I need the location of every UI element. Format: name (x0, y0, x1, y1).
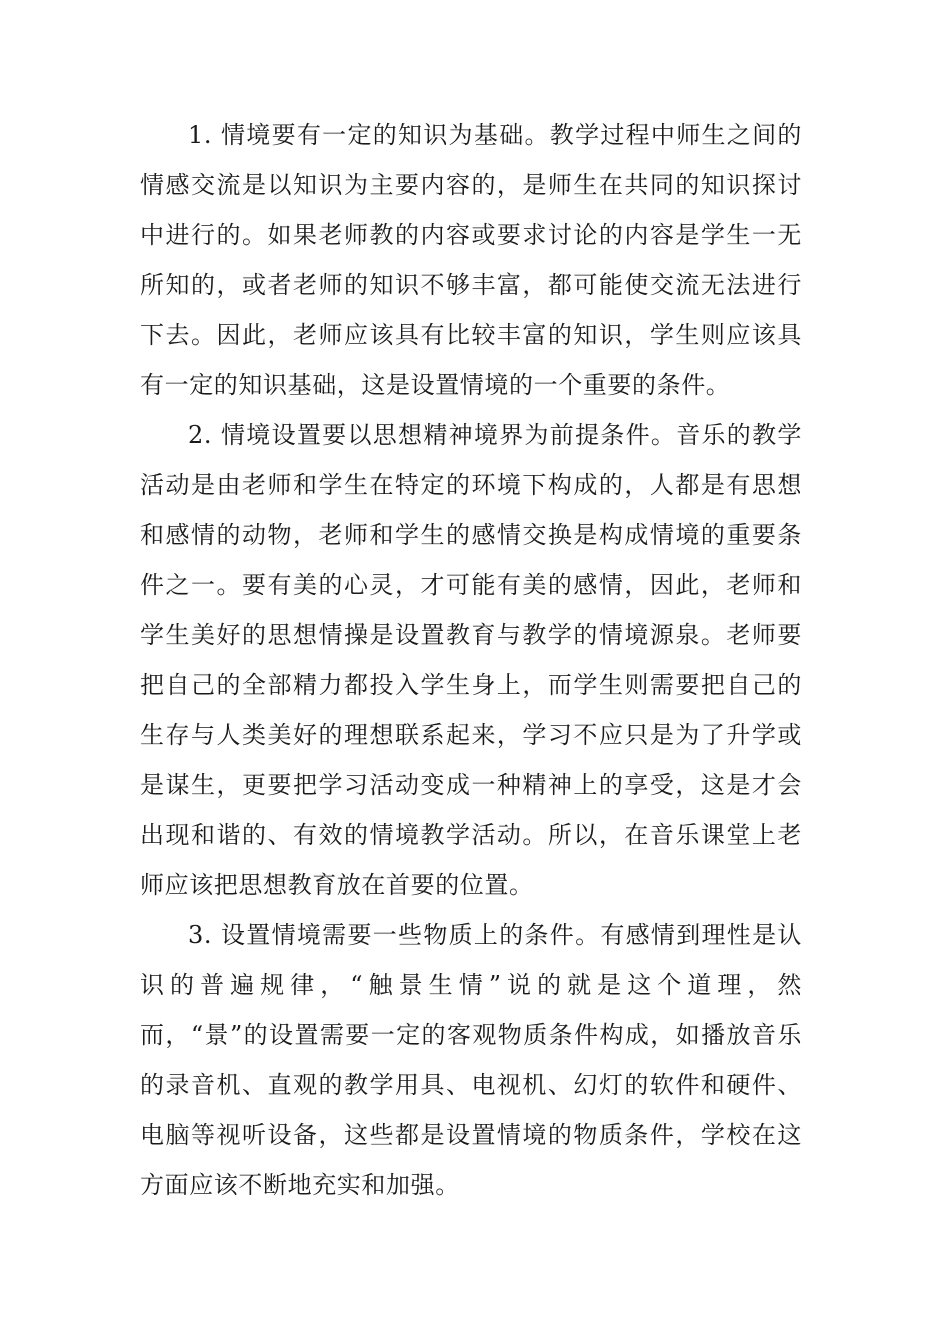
paragraph-2: 2. 情境设置要以思想精神境界为前提条件。音乐的教学活动是由老师和学生在特定的环境下构成的，人都是有思想和感情的动物，老师和学生的感情交换是构成情境的重要条件之一。要有美的心灵，才可能有美的感情，因此，老师和学生美好的思想情操是设置教育与教学的情境源泉。老师要把自己的全部精力都投入学生身上，而学生则需要把自己的生存与人类美好的理想联系起来，学习不应只是为了升学或是谋生，更要把学习活动变成一种精神上的享受，这是才会出现和谐的、有效的情境教学活动。所以，在音乐课堂上老师应该把思想教育放在首要的位置。 (140, 421, 802, 899)
document-body (140, 110, 802, 1210)
paragraph-3: 3. 设置情境需要一些物质上的条件。有感情到理性是认识的普遍规律，“触景生情”说的就是这个道理，然而，“景”的设置需要一定的客观物质条件构成，如播放音乐的录音机、直观的教学用具、电视机、幻灯的软件和硬件、电脑等视听设备，这些都是设置情境的物质条件，学校在这方面应该不断地充实和加强。 (140, 921, 802, 1199)
paragraph-1: 1. 情境要有一定的知识为基础。教学过程中师生之间的情感交流是以知识为主要内容的，是师生在共同的知识探讨中进行的。如果老师教的内容或要求讨论的内容是学生一无所知的，或者老师的知识不够丰富，都可能使交流无法进行下去。因此，老师应该具有比较丰富的知识，学生则应该具有一定的知识基础，这是设置情境的一个重要的条件。 (140, 121, 802, 399)
